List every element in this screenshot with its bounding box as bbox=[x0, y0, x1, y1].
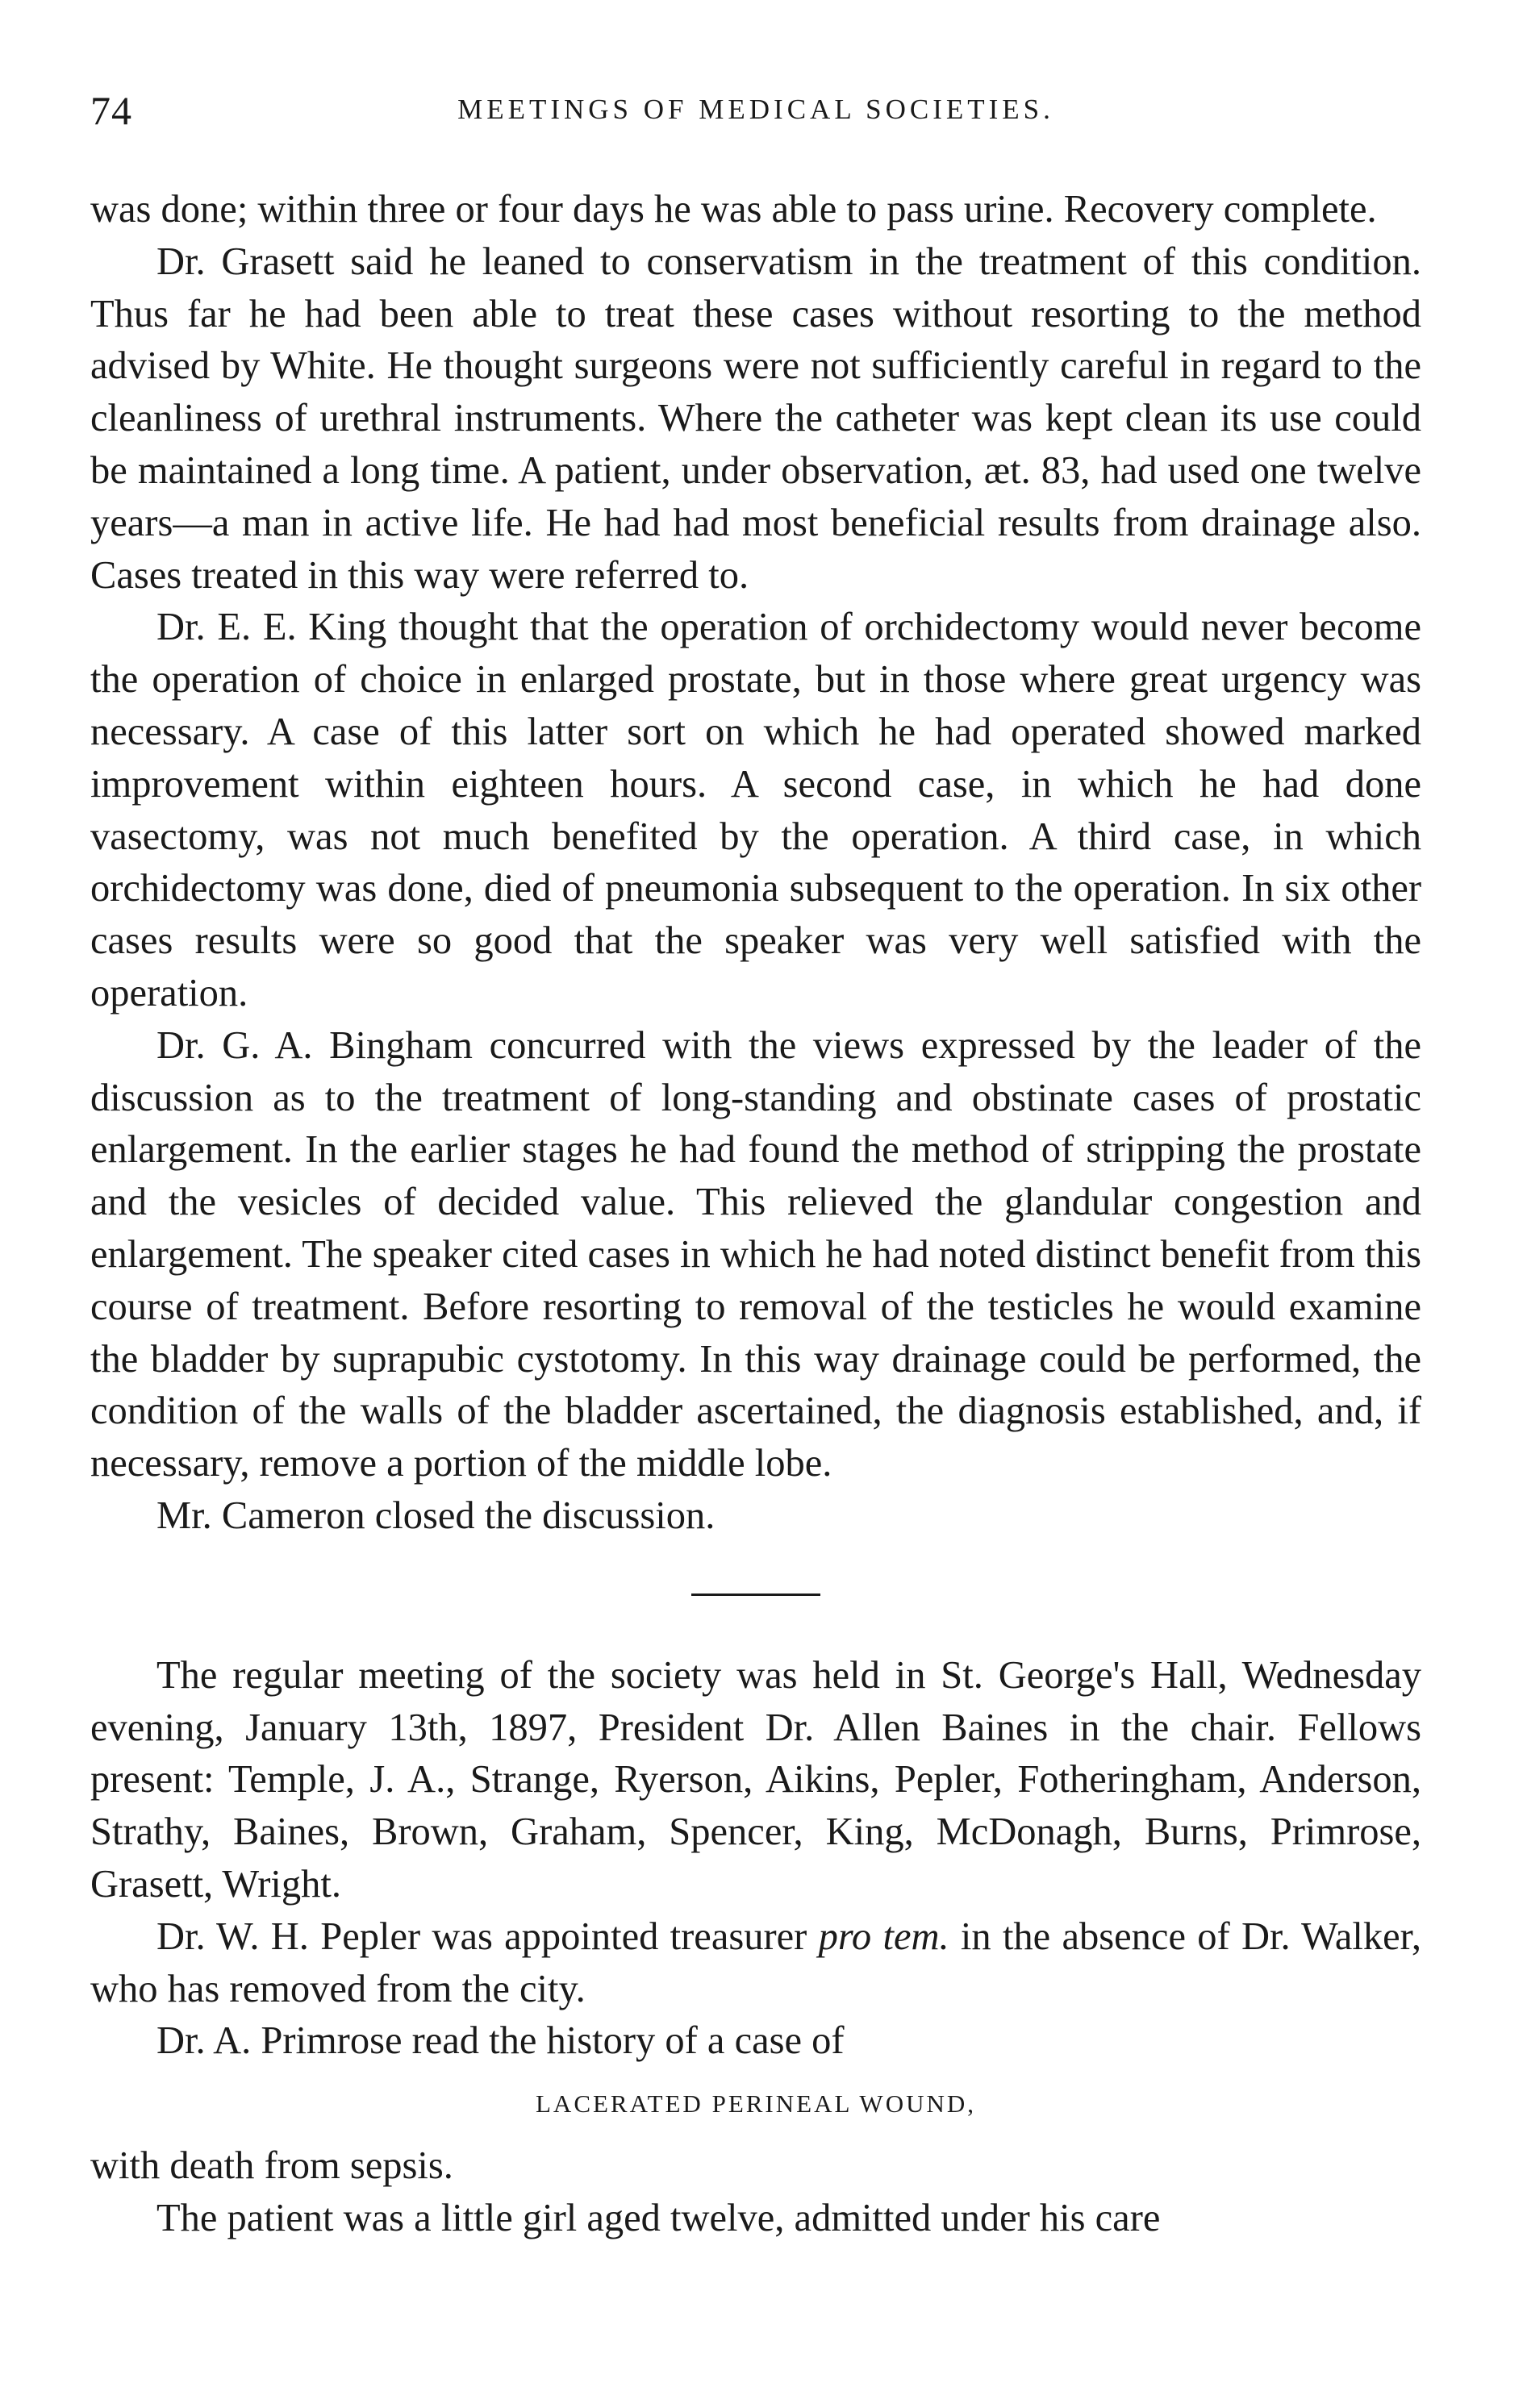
paragraph-sepsis: with death from sepsis. bbox=[90, 2144, 453, 2188]
pro-tem-italic: pro tem. bbox=[818, 1914, 949, 1958]
paragraph-pepler bbox=[90, 1911, 1421, 2016]
pepler-text-start: Dr. W. H. Pepler was appointed treasurer bbox=[156, 1914, 819, 1958]
paragraph-regular-meeting: The regular meeting of the society was held in St. George's Hall, Wednesday evening, January 13th, 1897, President Dr. Allen Baines in the chair. Fellows present: Temple, J. A., Strange, Ryerson, Aikins, Pepler, Fotheringham, Anderson, Strathy, Baines, Brown, Graham, Spencer, King, McDonagh, Burns, Primrose, Grasett, Wright. bbox=[90, 1653, 1421, 1906]
paragraph-grasett: Dr. Grasett said he leaned to conservatism in the treatment of this condition. Thus far he had been able to treat these cases without resorting to the method advised by White. He thought surgeons were not sufficiently careful in regard to the cleanliness of urethral instruments. Where the catheter was kept clean its use could be maintained a long time. A patient, under observation, æt. 83, had used one twelve years—a man in active life. He had had most beneficial results from drainage also. Cases treated in this way were referred to. bbox=[90, 240, 1421, 597]
section-divider bbox=[691, 1594, 820, 1596]
pepler-text-end: in the absence of Dr. Walker, who has removed from the city. bbox=[90, 1914, 1421, 2010]
running-head: MEETINGS OF MEDICAL SOCIETIES. bbox=[457, 94, 1054, 125]
paragraph-patient: The patient was a little girl aged twelve, admitted under his care bbox=[156, 2196, 1161, 2239]
paragraph-cameron: Mr. Cameron closed the discussion. bbox=[156, 1494, 716, 1537]
case-heading: LACERATED PERINEAL WOUND, bbox=[536, 2089, 976, 2118]
paragraph-primrose: Dr. A. Primrose read the history of a case of bbox=[156, 2019, 845, 2063]
page-header bbox=[90, 87, 1421, 135]
body-text bbox=[90, 184, 1421, 2245]
page-number: 74 bbox=[90, 88, 132, 133]
paragraph-king: Dr. E. E. King thought that the operation of orchidectomy would never become the operation of choice in enlarged prostate, but in those where great urgency was necessary. A case of this latter sort on which he had operated showed marked improvement within eighteen hours. A second case, in which he had done vasectomy, was not much benefited by the operation. A third case, in which orchidectomy was done, died of pneumonia subsequent to the operation. In six other cases results were so good that the speaker was very well satisfied with the operation. bbox=[90, 606, 1421, 1014]
paragraph-bingham: Dr. G. A. Bingham concurred with the views expressed by the leader of the discussion as to the treatment of long-standing and obstinate cases of prostatic enlargement. In the earlier stages he had found the method of stripping the prostate and the vesicles of decided value. This relieved the glandular congestion and enlargement. The speaker cited cases in which he had noted distinct benefit from this course of treatment. Before resorting to removal of the testicles he would examine the bladder by suprapubic cystotomy. In this way drainage could be performed, the condition of the walls of the bladder ascertained, the diagnosis established, and, if necessary, remove a portion of the middle lobe. bbox=[90, 1023, 1421, 1485]
paragraph-continuation: was done; within three or four days he was able to pass urine. Recovery complete. bbox=[90, 188, 1377, 231]
